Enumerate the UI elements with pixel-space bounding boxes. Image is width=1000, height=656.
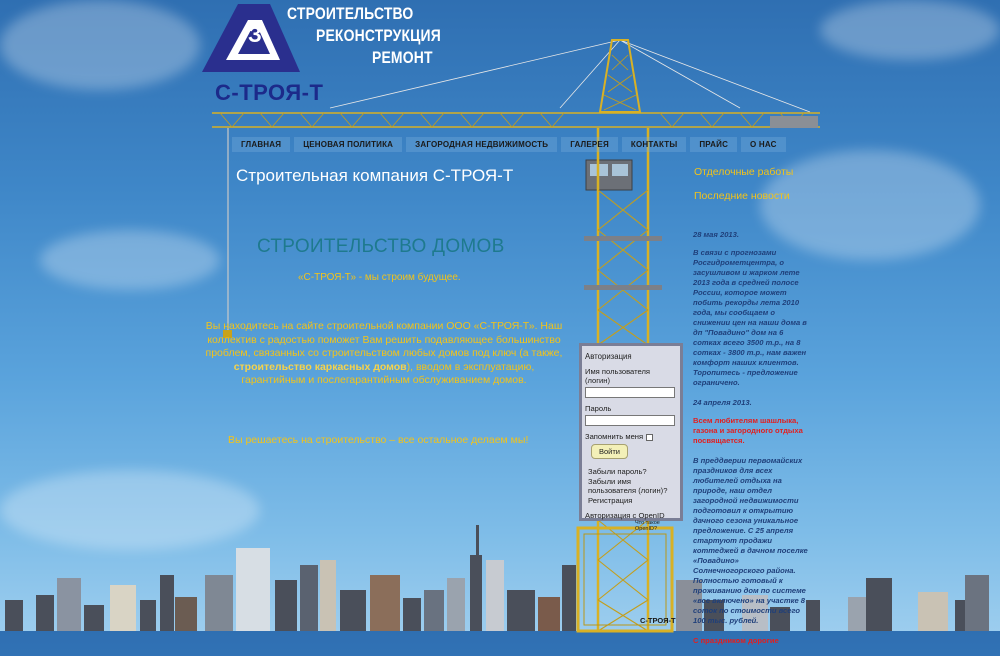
tagline: «С-ТРОЯ-Т» - мы строим будущее. xyxy=(298,272,461,283)
news-date: 24 апреля 2013. xyxy=(693,398,752,407)
svg-text:З: З xyxy=(248,22,262,47)
remember-me-row xyxy=(585,432,677,441)
news-item-text: В связи с прогнозами Росгидрометцентра, о засушливом и жарком лете 2013 года в средней полосе России, которое может побить рекорды лета 2010 года, мы сообщаем о снижении цен на наши дома в дп "Повадино" дом на 6 сотках всего 3500 т.р., на 8 сотках - 3800 т.р., нам важен комфорт наших клиентов. Торопитесь - предложение ограничено. xyxy=(693,248,807,387)
nav-price-list[interactable]: ПРАЙС xyxy=(690,137,737,152)
register-link[interactable]: Регистрация xyxy=(588,495,633,505)
slogan-line-3: РЕМОНТ xyxy=(372,48,433,67)
username-label: Имя пользователя (логин) xyxy=(585,367,650,385)
news-headline: С праздником дорогие xyxy=(693,636,779,645)
forgot-password-link[interactable]: Забыли пароль? xyxy=(588,467,647,476)
intro-text-before: Вы находитесь на сайте строительной компании ООО «С-ТРОЯ-Т». Наш коллектив с радостью поможет Вам решить подавляющее большинство проблем, связанных со строительством любых домов под ключ (а также, xyxy=(205,320,563,359)
nav-country-property[interactable]: ЗАГОРОДНАЯ НЕДВИЖИМОСТЬ xyxy=(406,137,557,152)
nav-gallery[interactable]: ГАЛЕРЕЯ xyxy=(561,137,618,152)
openid-link[interactable]: Авторизация с OpenID xyxy=(585,511,665,520)
forgot-username-link[interactable]: Забыли имя пользователя (логин)? xyxy=(588,476,668,495)
news-headline: Всем любителям шашлыка, газона и загородного отдыха посвящается. xyxy=(693,416,803,445)
openid-info-link[interactable]: Что такое OpenID? xyxy=(635,520,660,532)
slogan-line-1: СТРОИТЕЛЬСТВО xyxy=(287,4,414,23)
news-date: 28 мая 2013. xyxy=(693,230,739,239)
frame-houses-link[interactable]: строительство каркасных домов xyxy=(233,360,407,373)
nav-about[interactable]: О НАС xyxy=(741,137,786,152)
news-item-text: В преддверии первомайских праздников для всех любителей отдыха на природе, наш отдел загородной недвижимости подготовил к открытию дачного сезона уникальное предложение. С 25 апреля стартуют продажи коттеджей в дачном поселке «Повадино» Солнечногорского района. Полностью готовый к проживанию дом по системе «все включено» на участке 8 соток по стоимости всего 100 тыс. рублей. xyxy=(693,456,808,625)
call-to-action: Вы решаетесь на строительство – все остальное делаем мы! xyxy=(228,434,529,446)
password-label: Пароль xyxy=(585,404,612,413)
login-button[interactable]: Войти xyxy=(591,444,628,459)
latest-news-link[interactable]: Последние новости xyxy=(694,190,790,202)
remember-me-checkbox[interactable] xyxy=(646,434,653,441)
finishing-works-link[interactable]: Отделочные работы xyxy=(694,166,794,178)
logo-text: С-ТРОЯ-Т xyxy=(215,80,324,105)
page-title: Строительная компания С-ТРОЯ-Т xyxy=(236,166,514,185)
username-input[interactable] xyxy=(585,387,675,398)
login-title: Авторизация xyxy=(585,352,632,361)
login-panel xyxy=(579,343,683,532)
nav-contacts[interactable]: КОНТАКТЫ xyxy=(622,137,686,152)
remember-me-label: Запомнить меня xyxy=(585,432,644,441)
password-input[interactable] xyxy=(585,415,675,426)
nav-pricing[interactable]: ЦЕНОВАЯ ПОЛИТИКА xyxy=(294,137,402,152)
section-heading: СТРОИТЕЛЬСТВО ДОМОВ xyxy=(257,236,505,257)
slogan-line-2: РЕКОНСТРУКЦИЯ xyxy=(316,26,441,45)
crane-sign: С-ТРОЯ-Т xyxy=(640,616,676,625)
intro-text-after: ), вводом в эксплуатацию, гарантийным и послегарантийным обслуживанием домов. xyxy=(241,360,535,386)
intro-paragraph xyxy=(205,320,563,388)
main-nav xyxy=(232,137,790,152)
news-column xyxy=(693,230,811,656)
nav-home[interactable]: ГЛАВНАЯ xyxy=(232,137,290,152)
